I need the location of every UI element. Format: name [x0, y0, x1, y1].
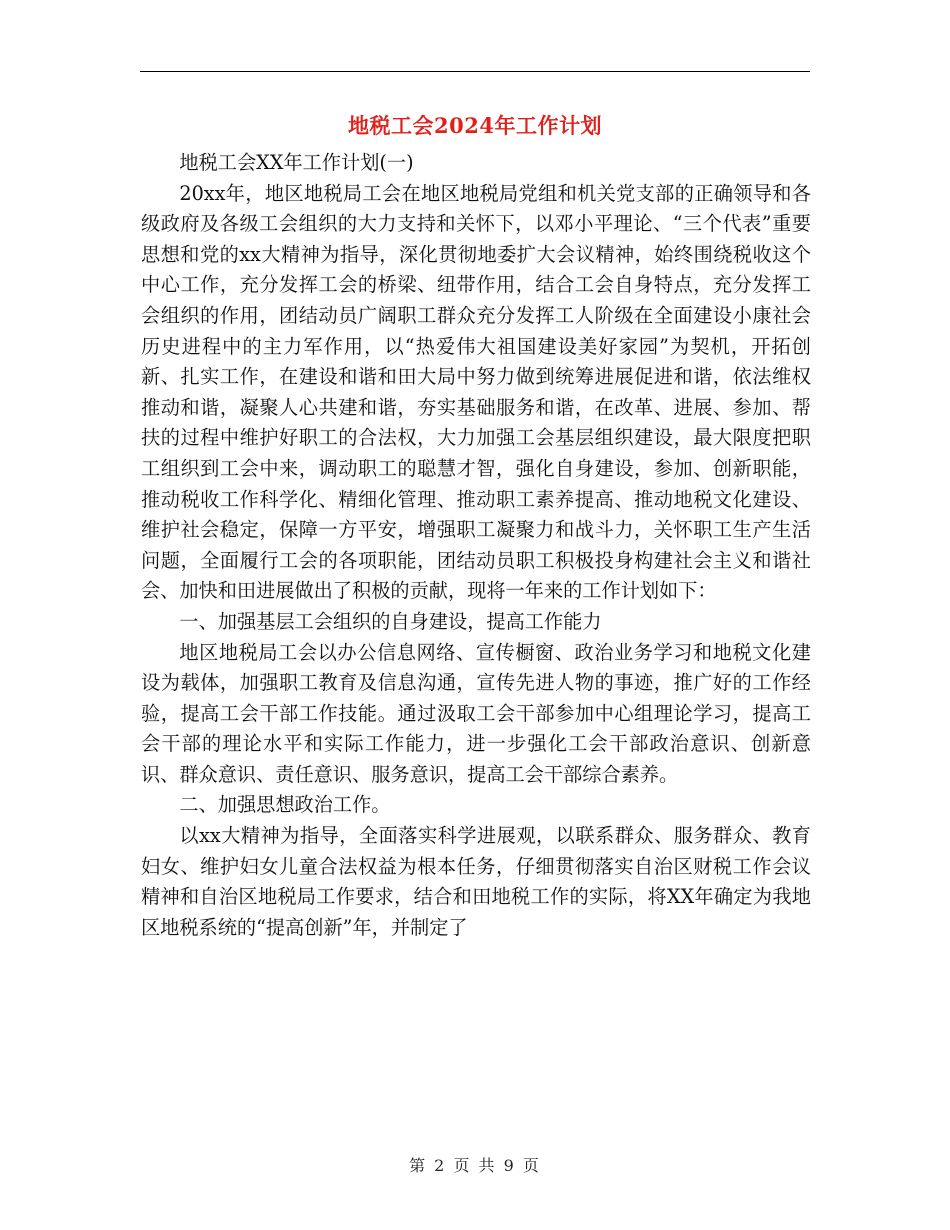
section-1-paragraph: 地区地税局工会以办公信息网络、宣传橱窗、政治业务学习和地税文化建设为载体，加强职工教育及信息沟通，宣传先进人物的事迹，推广好的工作经验，提高工会干部工作技能。通过汲取工会干部参加中心组理论学习，提高工会干部的理论水平和实际工作能力，进一步强化工会干部政治意识、创新意识、群众意识、责任意识、服务意识，提高工会干部综合素养。: [141, 640, 811, 786]
section-heading-2: 二、加强思想政治工作。: [179, 793, 391, 817]
document-title: 地税工会2024年工作计划: [348, 113, 602, 138]
section-heading-1: 一、加强基层工会组织的自身建设，提高工作能力: [179, 609, 602, 633]
document-body: [141, 148, 811, 943]
intro-paragraph: 20xx年，地区地税局工会在地区地税局党组和机关党支部的正确领导和各级政府及各级工会组织的大力支持和关怀下，以邓小平理论、“三个代表”重要思想和党的xx大精神为指导，深化贯彻地委扩大会议精神，始终围绕税收这个中心工作，充分发挥工会的桥梁、纽带作用，结合工会自身特点，充分发挥工会组织的作用，团结动员广阔职工群众充分发挥工人阶级在全面建设小康社会历史进程中的主力军作用，以“热爱伟大祖国建设美好家园”为契机，开拓创新、扎实工作，在建设和谐和田大局中努力做到统筹进展促进和谐，依法维权推动和谐，凝聚人心共建和谐，夯实基础服务和谐，在改革、进展、参加、帮扶的过程中维护好职工的合法权，大力加强工会基层组织建设，最大限度把职工组织到工会中来，调动职工的聪慧才智，强化自身建设，参加、创新职能，推动税收工作科学化、精细化管理、推动职工素养提高、推动地税文化建设、维护社会稳定，保障一方平安，增强职工凝聚力和战斗力，关怀职工生产生活问题，全面履行工会的各项职能，团结动员职工积极投身构建社会主义和谐社会、加快和田进展做出了积极的贡献，现将一年来的工作计划如下：: [141, 181, 811, 603]
section-2-paragraph: 以xx大精神为指导，全面落实科学进展观，以联系群众、服务群众、教育妇女、维护妇女儿童合法权益为根本任务，仔细贯彻落实自治区财税工作会议精神和自治区地税局工作要求，结合和田地税工作的实际，将XX年确定为我地区地税系统的“提高创新”年，并制定了: [141, 824, 811, 939]
page-indicator: 第 2 页 共 9 页: [409, 1156, 541, 1175]
header-rule: [140, 71, 810, 72]
subtitle-paragraph: 地税工会XX年工作计划(一): [179, 151, 414, 174]
